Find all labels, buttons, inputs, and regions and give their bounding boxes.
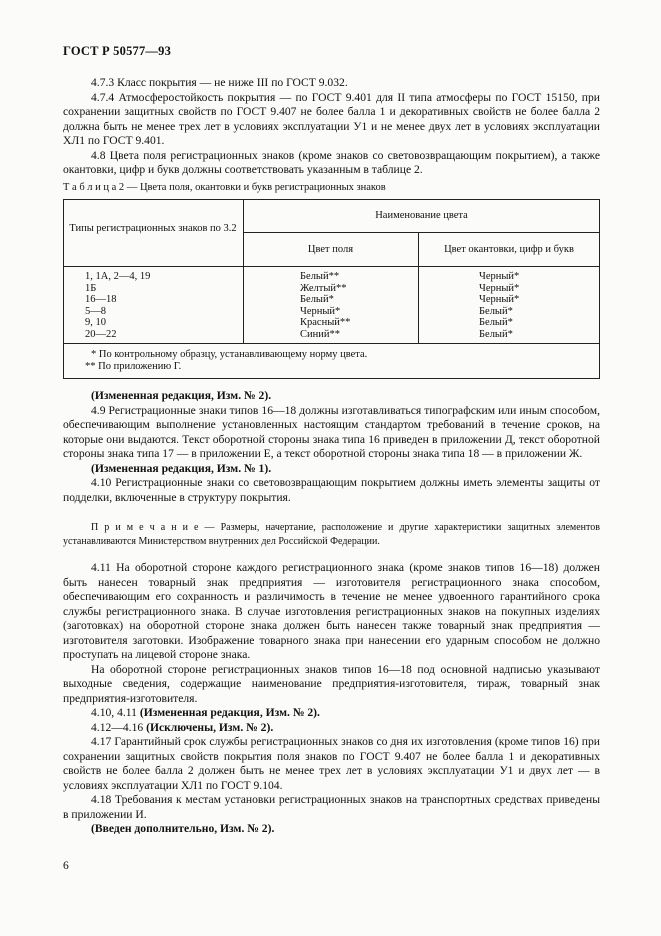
paragraph-4-10: 4.10 Регистрационные знаки со световозвращающим покрытием должны иметь элементы защиты от подделки, включенные в структуру покрытия. [63,476,600,504]
table-cell: 20—22 [85,328,117,340]
table-cell: Белый* [479,328,513,340]
table-cell: 1Б [85,282,97,294]
table-cell: 5—8 [85,305,106,317]
section-middle [63,389,600,505]
edit-note-4: 4.12—4.16 (Исключены, Изм. № 2). [91,720,274,734]
table-cell: 1, 1А, 2—4, 19 [85,271,151,282]
table-cell: Черный* [479,294,520,306]
color-table [63,199,600,379]
header-edge-color: Цвет окантовки, цифр и букв [444,244,574,255]
edit-note-1: (Измененная редакция, Изм. № 2). [91,389,272,402]
page-number: 6 [63,860,69,872]
table-cell: Черный* [300,305,341,317]
table-cell: Белый** [300,271,340,282]
column-edge-color [479,271,519,341]
table-cell: Белый* [300,294,334,306]
table-cell: Белый* [479,317,513,329]
table-footnote-2: ** По приложению Г. [85,361,182,372]
note-text: — Размеры, начертание, расположение и другие характеристики защитных элементов устанавливаются Министерством внутренних дел Российской Федерации. [63,522,600,547]
paragraph-4-9: 4.9 Регистрационные знаки типов 16—18 должны изготавливаться типографским или иным способом, обеспечивающим выполнение установленных настоящим стандартом требований в течение сроков, на которые они выдаются. Текст оборотной стороны знака типа 16 приведен в приложении Д, текст оборотной стороны знака типа 17 — в приложении Е, а текст оборотной стороны знака типа 18 — в приложении Ж. [63,403,600,460]
table-cell: Белый* [479,305,513,317]
document-header: ГОСТ Р 50577—93 [63,44,172,58]
paragraph-4-11: 4.11 На оборотной стороне каждого регистрационного знака (кроме знаков типов 16—18) должен быть нанесен товарный знак предприятия — изготовителя регистрационного знака способом, обеспечивающим его сохранность и различимость в течение не менее удвоенного гарантийного срока службы регистрационного знака. В случае изготовления регистрационных знаков на покупных изделиях (заготовках) на оборотной стороне знака должен быть нанесен также товарный знак предприятия — изготовителя заготовки. Изображение товарного знака при нанесении его ударным способом не должно проступать на лицевой стороне знака. [63,561,600,661]
paragraph-4-18: 4.18 Требования к местам установки регистрационных знаков на транспортных средствах приведены в приложении И. [63,793,600,821]
table-cell: Черный* [479,282,520,294]
table-caption [63,181,600,196]
header-field-color: Цвет поля [307,244,354,255]
table-cell: 16—18 [85,294,117,306]
table-cell: 9, 10 [85,317,106,329]
edit-note-2: (Измененная редакция, Изм. № 1). [91,461,272,475]
table-cell: Красный** [300,317,351,329]
table-cell: Черный* [479,271,520,282]
section-top [63,76,600,178]
column-types [85,271,150,341]
table-footnote-1: * По контрольному образцу, устанавливающему норму цвета. [91,349,368,360]
column-field-color [300,271,350,341]
edit-note-5: (Введен дополнительно, Изм. № 2). [91,822,275,835]
header-color-name: Наименование цвета [375,210,468,221]
paragraph-4-11-continued: На оборотной стороне регистрационных знаков типов 16—18 под основной надписью указывают выходные сведения, содержащие наименование предприятия-изготовителя, тираж, товарный знак предприятия-изготовителя. [63,662,600,705]
paragraph-4-7-4: 4.7.4 Атмосферостойкость покрытия — по ГОСТ 9.401 для II типа атмосферы по ГОСТ 15150, при сохранении защитных свойств по ГОСТ 9.407 не более балла 1 и декоративных свойств не более балла 2 должна быть не менее трех лет в условиях эксплуатации У1 и не менее двух лет в условиях эксплуатации ХЛ1 по ГОСТ 9.401. [63,90,600,147]
table-cell: Синий** [300,328,340,340]
edit-note-3: 4.10, 4.11 (Измененная редакция, Изм. № 2). [91,706,320,719]
paragraph-4-7-3: 4.7.3 Класс покрытия — не ниже III по ГОСТ 9.032. [91,76,348,89]
table-cell: Желтый** [300,282,347,294]
section-bottom [63,561,600,837]
paragraph-4-17: 4.17 Гарантийный срок службы регистрационных знаков со дня их изготовления (кроме типов 16) при сохранении защитных свойств покрытия поля знаков по ГОСТ 9.407 не более балла 1 и декоративных свойств не более балла 2 должен быть не менее трех лет в условиях эксплуатации У1 и двух лет — в условиях эксплуатации ХЛ1 по ГОСТ 9.104. [63,735,600,792]
note-label: П р и м е ч а н и е [91,522,199,533]
header-types: Типы регистрационных знаков по 3.2 [69,223,237,234]
note-block [63,521,600,548]
table-caption-text: — Цвета поля, окантовки и букв регистрационных знаков [124,182,386,193]
paragraph-4-8: 4.8 Цвета поля регистрационных знаков (кроме знаков со световозвращающим покрытием), а также окантовки, цифр и букв должны соответствовать указанным в таблице 2. [63,148,600,176]
table-caption-label: Т а б л и ц а 2 [63,182,125,193]
